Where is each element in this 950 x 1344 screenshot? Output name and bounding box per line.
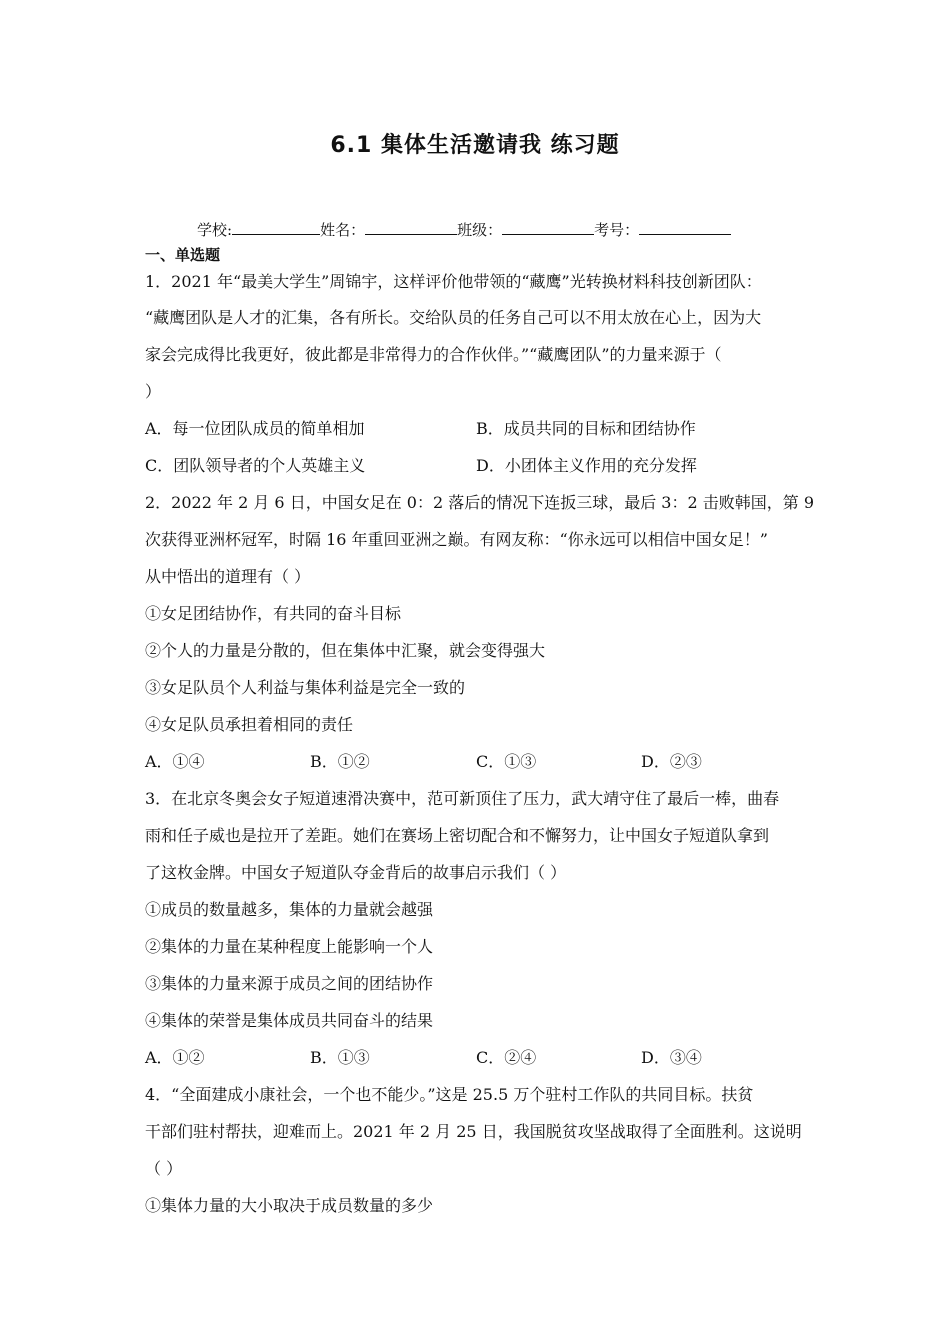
- q3-option-b[interactable]: B．①③: [310, 1048, 370, 1067]
- student-info-row: [197, 219, 731, 240]
- q3-line: 3．在北京冬奥会女子短道速滑决赛中，范可新顶住了压力，武大靖守住了最后一棒，曲春: [145, 789, 780, 808]
- number-blank[interactable]: [639, 220, 731, 235]
- q2-statement: ①女足团结协作，有共同的奋斗目标: [145, 604, 402, 623]
- q3-option-a[interactable]: A．①②: [145, 1048, 205, 1067]
- q1-option-a[interactable]: A．每一位团队成员的简单相加: [145, 419, 365, 438]
- q4-line: 4．“全面建成小康社会，一个也不能少。”这是 25.5 万个驻村工作队的共同目标。扶贫: [145, 1085, 754, 1104]
- q3-statement: ②集体的力量在某种程度上能影响一个人: [145, 937, 434, 956]
- q2-line: 2．2022 年 2 月 6 日，中国女足在 0：2 落后的情况下连扳三球，最后 3：2 击败韩国，第 9: [145, 493, 815, 512]
- school-blank[interactable]: [232, 220, 320, 235]
- number-label: 考号：: [594, 221, 640, 239]
- q3-statement: ③集体的力量来源于成员之间的团结协作: [145, 974, 434, 993]
- q2-option-a[interactable]: A．①④: [145, 752, 205, 771]
- q1-option-d[interactable]: D．小团体主义作用的充分发挥: [476, 456, 697, 475]
- name-blank[interactable]: [365, 220, 457, 235]
- q2-statement: ②个人的力量是分散的，但在集体中汇聚，就会变得强大: [145, 641, 546, 660]
- q1-line: 家会完成得比我更好，彼此都是非常得力的合作伙伴。”“藏鹰团队”的力量来源于（: [145, 345, 722, 364]
- q1-line: “藏鹰团队是人才的汇集，各有所长。交给队员的任务自己可以不用太放在心上，因为大: [145, 308, 762, 327]
- q3-option-c[interactable]: C．②④: [476, 1048, 537, 1067]
- q1-line: 1．2021 年“最美大学生”周锦宇，这样评价他带领的“藏鹰”光转换材料科技创新团队：: [145, 272, 762, 291]
- q2-statement: ③女足队员个人利益与集体利益是完全一致的: [145, 678, 466, 697]
- q3-option-d[interactable]: D．③④: [641, 1048, 702, 1067]
- page-title: 6.1 集体生活邀请我 练习题: [330, 133, 620, 158]
- q3-line: 了这枚金牌。中国女子短道队夺金背后的故事启示我们（ ）: [145, 863, 567, 882]
- class-label: 班级：: [457, 221, 503, 239]
- q3-statement: ①成员的数量越多，集体的力量就会越强: [145, 900, 434, 919]
- q3-statement: ④集体的荣誉是集体成员共同奋斗的结果: [145, 1011, 434, 1030]
- q3-line: 雨和任子威也是拉开了差距。她们在赛场上密切配合和不懈努力，让中国女子短道队拿到: [145, 826, 770, 845]
- q2-line: 从中悟出的道理有（ ）: [145, 567, 311, 586]
- q2-option-c[interactable]: C．①③: [476, 752, 537, 771]
- q2-statement: ④女足队员承担着相同的责任: [145, 715, 354, 734]
- name-label: 姓名：: [320, 221, 366, 239]
- q1-line: ）: [145, 382, 162, 401]
- q1-option-c[interactable]: C．团队领导者的个人英雄主义: [145, 456, 366, 475]
- q4-line: （ ）: [145, 1159, 183, 1178]
- class-blank[interactable]: [502, 220, 594, 235]
- q4-line: 干部们驻村帮扶，迎难而上。2021 年 2 月 25 日，我国脱贫攻坚战取得了全面胜利。这说明: [145, 1122, 802, 1141]
- q2-option-b[interactable]: B．①②: [310, 752, 370, 771]
- q2-line: 次获得亚洲杯冠军，时隔 16 年重回亚洲之巅。有网友称：“你永远可以相信中国女足！”: [145, 530, 768, 549]
- section-title: 一、单选题: [145, 246, 221, 264]
- q4-statement: ①集体力量的大小取决于成员数量的多少: [145, 1196, 434, 1215]
- q1-option-b[interactable]: B．成员共同的目标和团结协作: [476, 419, 696, 438]
- school-label: 学校:: [197, 221, 233, 239]
- q2-option-d[interactable]: D．②③: [641, 752, 702, 771]
